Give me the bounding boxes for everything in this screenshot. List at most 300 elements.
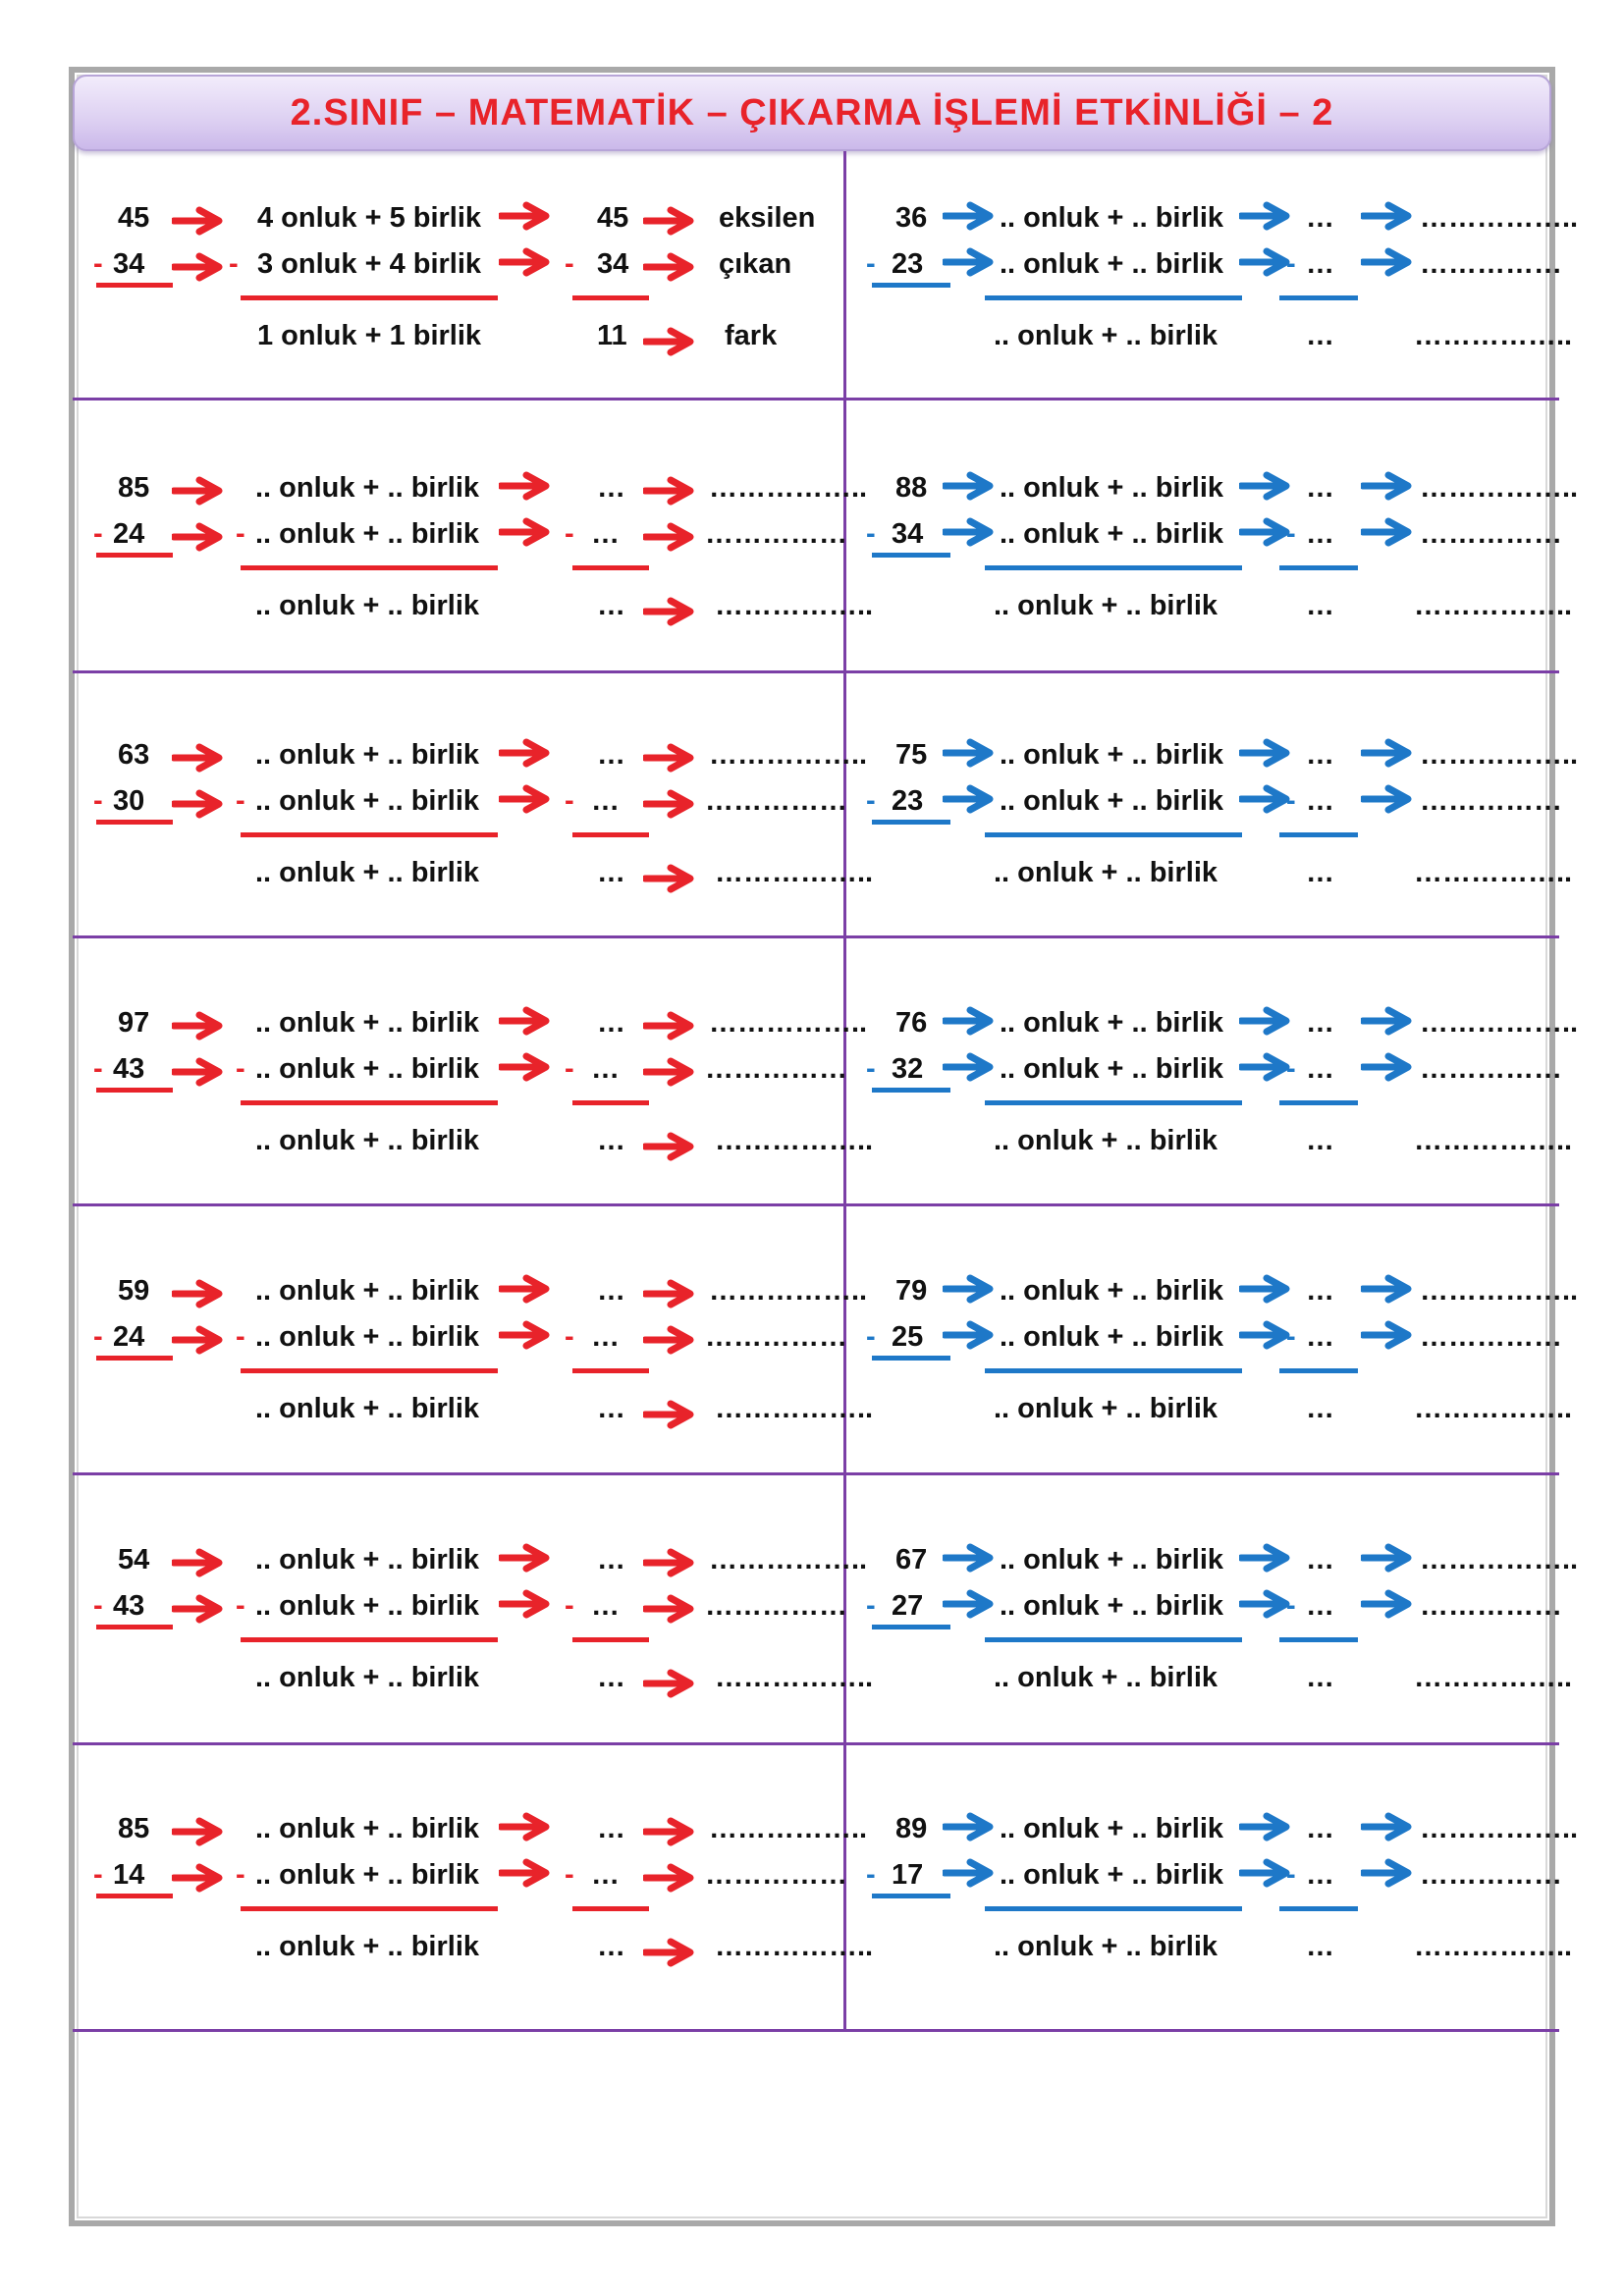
arrow-right-icon — [943, 471, 998, 501]
decomposition-underline — [241, 1100, 498, 1105]
subtrahend: 43 — [113, 1590, 145, 1622]
minus-sign: - — [236, 1590, 245, 1622]
minuend: 45 — [118, 202, 150, 234]
decomposition-result: 1 onluk + 1 birlik — [257, 320, 482, 351]
decomposition-blank: .. onluk + .. birlik — [1000, 1007, 1224, 1039]
minus-sign: - — [236, 1053, 245, 1085]
minuend: 97 — [118, 1007, 150, 1039]
column-underline — [1279, 295, 1358, 300]
column-underline — [1279, 1368, 1358, 1373]
answer-blank: …………… — [1420, 1321, 1562, 1353]
arrow-right-icon — [499, 1274, 554, 1304]
arrow-right-icon — [1361, 471, 1416, 501]
column-blank: … — [1306, 785, 1334, 817]
subtrahend: 25 — [892, 1321, 924, 1353]
answer-blank: …………….. — [1420, 739, 1579, 771]
answer-blank: …………….. — [715, 857, 874, 888]
arrow-right-icon — [172, 206, 227, 236]
minus-sign: - — [1286, 518, 1296, 550]
minus-sign: - — [866, 1053, 876, 1085]
arrow-right-icon — [643, 1938, 698, 1967]
column-blank: … — [597, 1813, 625, 1844]
arrow-right-icon — [943, 1543, 998, 1573]
minus-sign: - — [93, 1053, 103, 1085]
decomposition-underline — [241, 1637, 498, 1642]
decomposition: 4 onluk + 5 birlik — [257, 202, 482, 234]
decomposition-blank: .. onluk + .. birlik — [255, 739, 480, 771]
arrow-right-icon — [499, 1858, 554, 1888]
minus-sign: - — [1286, 1590, 1296, 1622]
arrow-right-icon — [172, 522, 227, 552]
number-underline — [96, 1894, 173, 1898]
decomposition-underline — [985, 832, 1242, 837]
row-divider — [73, 670, 1559, 673]
decomposition-blank: .. onluk + .. birlik — [1000, 785, 1224, 817]
column-blank: … — [597, 857, 625, 888]
number-underline — [96, 1088, 173, 1093]
minuend: 88 — [895, 472, 928, 504]
difference: 11 — [597, 320, 627, 351]
column-divider — [843, 151, 846, 2032]
arrow-right-icon — [172, 1594, 227, 1624]
minuend: 79 — [895, 1275, 928, 1307]
row-divider — [73, 1742, 1559, 1745]
minus-sign: - — [866, 248, 876, 280]
arrow-right-icon — [1361, 1274, 1416, 1304]
arrow-right-icon — [172, 1863, 227, 1893]
minus-sign: - — [1286, 1053, 1296, 1085]
minuend: 54 — [118, 1544, 150, 1575]
decomposition-blank: .. onluk + .. birlik — [1000, 1275, 1224, 1307]
answer-blank: …………….. — [709, 739, 868, 771]
minus-sign: - — [565, 1859, 574, 1891]
column-underline — [572, 832, 649, 837]
minus-sign: - — [866, 785, 876, 817]
column-blank: … — [597, 1544, 625, 1575]
arrow-right-icon — [643, 1669, 698, 1698]
minus-sign: - — [236, 518, 245, 550]
arrow-right-icon — [172, 476, 227, 506]
answer-blank: …………….. — [709, 1544, 868, 1575]
arrow-right-icon — [643, 1132, 698, 1161]
arrow-right-icon — [643, 252, 698, 282]
minus-sign: - — [93, 1590, 103, 1622]
minuend: 67 — [895, 1544, 928, 1575]
column-blank: … — [1306, 202, 1334, 234]
decomposition-blank: .. onluk + .. birlik — [255, 785, 480, 817]
row-divider — [73, 1472, 1559, 1475]
minus-sign: - — [93, 248, 103, 280]
decomposition-blank: .. onluk + .. birlik — [255, 1321, 480, 1353]
column-blank: … — [1306, 1125, 1334, 1156]
arrow-right-icon — [1361, 1812, 1416, 1842]
minus-sign: - — [236, 1859, 245, 1891]
decomposition-blank: .. onluk + .. birlik — [1000, 472, 1224, 504]
minus-sign: - — [93, 1859, 103, 1891]
column-blank: … — [1306, 1931, 1334, 1962]
decomposition-result-blank: .. onluk + .. birlik — [994, 320, 1218, 351]
page-title: 2.SINIF – MATEMATİK – ÇIKARMA İŞLEMİ ETKİNLİĞİ – 2 — [290, 91, 1334, 133]
number-underline — [872, 1894, 950, 1898]
column-underline — [1279, 1100, 1358, 1105]
number-underline — [96, 1625, 173, 1629]
row-divider — [73, 2029, 1559, 2032]
decomposition-blank: .. onluk + .. birlik — [1000, 1590, 1224, 1622]
arrow-right-icon — [943, 1006, 998, 1036]
decomposition-result-blank: .. onluk + .. birlik — [255, 1393, 480, 1424]
answer-blank: …………… — [705, 1859, 847, 1891]
answer-blank: …………… — [1420, 1590, 1562, 1622]
column-blank: … — [597, 472, 625, 504]
answer-blank: …………….. — [1414, 1931, 1573, 1962]
number-underline — [96, 553, 173, 558]
answer-blank: …………… — [705, 785, 847, 817]
arrow-right-icon — [643, 206, 698, 236]
minus-sign: - — [93, 785, 103, 817]
minus-sign: - — [565, 1053, 574, 1085]
answer-blank: …………… — [1420, 785, 1562, 817]
decomposition-blank: .. onluk + .. birlik — [255, 1859, 480, 1891]
arrow-right-icon — [643, 1863, 698, 1893]
label-fark: fark — [725, 320, 778, 351]
arrow-right-icon — [943, 201, 998, 231]
column-blank: … — [1306, 1275, 1334, 1307]
title-banner — [73, 75, 1551, 151]
arrow-right-icon — [172, 1279, 227, 1308]
arrow-right-icon — [499, 471, 554, 501]
arrow-right-icon — [1239, 1543, 1294, 1573]
column-blank: … — [591, 1859, 620, 1891]
answer-blank: …………….. — [1420, 1275, 1579, 1307]
column-blank: … — [1306, 248, 1334, 280]
arrow-right-icon — [1361, 1589, 1416, 1619]
answer-blank: …………….. — [709, 1813, 868, 1844]
answer-blank: …………….. — [715, 1393, 874, 1424]
minus-sign: - — [1286, 1321, 1296, 1353]
column-blank: … — [597, 590, 625, 621]
minuend: 85 — [118, 472, 150, 504]
decomposition-underline — [241, 565, 498, 570]
column-blank: … — [591, 518, 620, 550]
answer-blank: …………….. — [1414, 857, 1573, 888]
arrow-right-icon — [643, 864, 698, 893]
arrow-right-icon — [643, 743, 698, 773]
minus-sign: - — [236, 785, 245, 817]
decomposition-blank: .. onluk + .. birlik — [255, 1544, 480, 1575]
answer-blank: …………… — [1420, 1859, 1562, 1891]
decomposition-underline — [241, 295, 498, 300]
subtrahend: 30 — [113, 785, 145, 817]
minus-sign: - — [1286, 1859, 1296, 1891]
decomposition-result-blank: .. onluk + .. birlik — [994, 1662, 1218, 1693]
column-underline — [572, 1906, 649, 1911]
arrow-right-icon — [1361, 201, 1416, 231]
arrow-right-icon — [172, 743, 227, 773]
column-blank: … — [597, 1393, 625, 1424]
arrow-right-icon — [643, 1011, 698, 1041]
answer-blank: …………….. — [709, 1007, 868, 1039]
column-underline — [572, 1100, 649, 1105]
column-blank: … — [1306, 1662, 1334, 1693]
number-underline — [872, 553, 950, 558]
number-underline — [872, 1625, 950, 1629]
arrow-right-icon — [643, 1548, 698, 1577]
arrow-right-icon — [1361, 738, 1416, 768]
number-underline — [872, 1088, 950, 1093]
column-blank: … — [1306, 320, 1334, 351]
column-blank: … — [1306, 1053, 1334, 1085]
arrow-right-icon — [1239, 1274, 1294, 1304]
column-blank: … — [597, 1275, 625, 1307]
column-blank: … — [597, 1931, 625, 1962]
answer-blank: …………….. — [715, 1662, 874, 1693]
minuend: 85 — [118, 1813, 150, 1844]
arrow-right-icon — [1361, 784, 1416, 814]
column-blank: … — [1306, 1590, 1334, 1622]
arrow-right-icon — [172, 789, 227, 819]
arrow-right-icon — [943, 1589, 998, 1619]
arrow-right-icon — [499, 201, 554, 231]
answer-blank: …………….. — [1414, 1125, 1573, 1156]
decomposition-underline — [241, 1368, 498, 1373]
column-blank: … — [591, 1321, 620, 1353]
minus-sign: - — [93, 518, 103, 550]
column-blank: … — [591, 1590, 620, 1622]
subtrahend: 23 — [892, 248, 924, 280]
answer-blank: …………… — [705, 1590, 847, 1622]
arrow-right-icon — [643, 327, 698, 356]
label-eksilen: eksilen — [719, 202, 816, 234]
answer-blank: …………….. — [1420, 1007, 1579, 1039]
subtrahend: 17 — [892, 1859, 924, 1891]
arrow-right-icon — [499, 784, 554, 814]
decomposition-blank: .. onluk + .. birlik — [1000, 1859, 1224, 1891]
arrow-right-icon — [943, 517, 998, 547]
decomposition-underline — [241, 832, 498, 837]
answer-blank: …………… — [705, 1053, 847, 1085]
minuend: 89 — [895, 1813, 928, 1844]
number-underline — [872, 283, 950, 288]
answer-blank: …………….. — [715, 1125, 874, 1156]
answer-blank: …………….. — [709, 472, 868, 504]
column-blank: … — [1306, 590, 1334, 621]
minus-sign: - — [236, 1321, 245, 1353]
decomposition-result-blank: .. onluk + .. birlik — [255, 590, 480, 621]
column-underline — [1279, 1637, 1358, 1642]
decomposition-result-blank: .. onluk + .. birlik — [255, 1662, 480, 1693]
minuend: 63 — [118, 739, 150, 771]
arrow-right-icon — [643, 1594, 698, 1624]
column-blank: … — [591, 785, 620, 817]
column-blank: … — [1306, 518, 1334, 550]
column-blank: … — [597, 1007, 625, 1039]
decomposition-underline — [985, 565, 1242, 570]
decomposition-underline — [985, 295, 1242, 300]
arrow-right-icon — [172, 252, 227, 282]
arrow-right-icon — [643, 476, 698, 506]
decomposition-blank: .. onluk + .. birlik — [1000, 518, 1224, 550]
subtrahend: 24 — [113, 518, 145, 550]
minus-sign: - — [1286, 248, 1296, 280]
arrow-right-icon — [943, 1812, 998, 1842]
answer-blank: …………….. — [1414, 1662, 1573, 1693]
answer-blank: …………….. — [715, 1931, 874, 1962]
minus-sign: - — [565, 1321, 574, 1353]
row-divider — [73, 935, 1559, 938]
arrow-right-icon — [499, 1543, 554, 1573]
subtrahend: 24 — [113, 1321, 145, 1353]
decomposition-underline — [985, 1100, 1242, 1105]
answer-blank: …………… — [1420, 1053, 1562, 1085]
answer-blank: …………….. — [709, 1275, 868, 1307]
arrow-right-icon — [1361, 1320, 1416, 1350]
decomposition-result-blank: .. onluk + .. birlik — [994, 857, 1218, 888]
arrow-right-icon — [499, 1589, 554, 1619]
arrow-right-icon — [643, 1325, 698, 1355]
decomposition-result-blank: .. onluk + .. birlik — [994, 590, 1218, 621]
number-underline — [872, 820, 950, 825]
subtrahend: 14 — [113, 1859, 145, 1891]
arrow-right-icon — [1361, 1052, 1416, 1082]
number-underline — [872, 1356, 950, 1361]
label-cikan: çıkan — [719, 248, 792, 280]
arrow-right-icon — [172, 1817, 227, 1846]
minus-sign: - — [866, 1321, 876, 1353]
arrow-right-icon — [643, 789, 698, 819]
column-blank: … — [597, 739, 625, 771]
decomposition-blank: .. onluk + .. birlik — [1000, 1321, 1224, 1353]
number-underline — [96, 1356, 173, 1361]
decomposition-result-blank: .. onluk + .. birlik — [994, 1393, 1218, 1424]
minuend: 36 — [895, 202, 928, 234]
arrow-right-icon — [499, 1006, 554, 1036]
decomposition-blank: .. onluk + .. birlik — [255, 472, 480, 504]
arrow-right-icon — [643, 1400, 698, 1429]
decomposition-blank: .. onluk + .. birlik — [255, 1053, 480, 1085]
arrow-right-icon — [1361, 247, 1416, 277]
column-blank: … — [597, 1662, 625, 1693]
subtrahend: 43 — [113, 1053, 145, 1085]
answer-blank: …………….. — [1420, 1544, 1579, 1575]
answer-blank: …………….. — [1420, 472, 1579, 504]
minus-sign: - — [565, 518, 574, 550]
minus-sign: - — [866, 1590, 876, 1622]
answer-blank: …………….. — [1420, 202, 1579, 234]
decomposition: 3 onluk + 4 birlik — [257, 248, 482, 280]
arrow-right-icon — [943, 247, 998, 277]
arrow-right-icon — [1239, 1812, 1294, 1842]
subtrahend: 34 — [892, 518, 924, 550]
decomposition-blank: .. onluk + .. birlik — [1000, 739, 1224, 771]
minus-sign: - — [565, 1590, 574, 1622]
column-blank: … — [1306, 1859, 1334, 1891]
column-blank: … — [591, 1053, 620, 1085]
column-blank: … — [1306, 739, 1334, 771]
decomposition-blank: .. onluk + .. birlik — [255, 1007, 480, 1039]
answer-blank: …………… — [1420, 248, 1562, 280]
arrow-right-icon — [172, 1325, 227, 1355]
minus-sign: - — [866, 1859, 876, 1891]
subtrahend: 23 — [892, 785, 924, 817]
arrow-right-icon — [499, 1320, 554, 1350]
arrow-right-icon — [643, 1057, 698, 1087]
answer-blank: …………….. — [1420, 1813, 1579, 1844]
answer-blank: …………….. — [1414, 590, 1573, 621]
arrow-right-icon — [943, 1858, 998, 1888]
column-underline — [572, 295, 649, 300]
answer-blank: …………… — [705, 1321, 847, 1353]
minus-sign: - — [229, 248, 239, 280]
arrow-right-icon — [1361, 517, 1416, 547]
column-underline — [572, 565, 649, 570]
decomposition-result-blank: .. onluk + .. birlik — [994, 1125, 1218, 1156]
column-underline — [1279, 1906, 1358, 1911]
arrow-right-icon — [1361, 1006, 1416, 1036]
decomposition-result-blank: .. onluk + .. birlik — [255, 1125, 480, 1156]
arrow-right-icon — [943, 1274, 998, 1304]
column-minuend: 45 — [597, 202, 629, 234]
minus-sign: - — [93, 1321, 103, 1353]
decomposition-result-blank: .. onluk + .. birlik — [255, 857, 480, 888]
column-underline — [572, 1368, 649, 1373]
decomposition-underline — [241, 1906, 498, 1911]
decomposition-blank: .. onluk + .. birlik — [1000, 1813, 1224, 1844]
decomposition-result-blank: .. onluk + .. birlik — [255, 1931, 480, 1962]
column-blank: … — [1306, 1813, 1334, 1844]
decomposition-blank: .. onluk + .. birlik — [255, 518, 480, 550]
decomposition-underline — [985, 1368, 1242, 1373]
arrow-right-icon — [1239, 471, 1294, 501]
decomposition-blank: .. onluk + .. birlik — [1000, 248, 1224, 280]
subtrahend: 34 — [113, 248, 145, 280]
arrow-right-icon — [1361, 1543, 1416, 1573]
number-underline — [96, 820, 173, 825]
answer-blank: …………….. — [1414, 320, 1573, 351]
decomposition-blank: .. onluk + .. birlik — [255, 1813, 480, 1844]
row-divider — [73, 398, 1559, 400]
arrow-right-icon — [1239, 738, 1294, 768]
arrow-right-icon — [943, 784, 998, 814]
decomposition-blank: .. onluk + .. birlik — [1000, 1544, 1224, 1575]
minus-sign: - — [866, 518, 876, 550]
arrow-right-icon — [643, 1817, 698, 1846]
arrow-right-icon — [1361, 1858, 1416, 1888]
minuend: 59 — [118, 1275, 150, 1307]
arrow-right-icon — [1239, 201, 1294, 231]
minus-sign: - — [1286, 785, 1296, 817]
column-blank: … — [597, 1125, 625, 1156]
arrow-right-icon — [943, 1320, 998, 1350]
decomposition-blank: .. onluk + .. birlik — [255, 1590, 480, 1622]
decomposition-blank: .. onluk + .. birlik — [1000, 1053, 1224, 1085]
arrow-right-icon — [643, 522, 698, 552]
arrow-right-icon — [499, 247, 554, 277]
arrow-right-icon — [499, 1052, 554, 1082]
column-blank: … — [1306, 1544, 1334, 1575]
arrow-right-icon — [643, 1279, 698, 1308]
arrow-right-icon — [643, 597, 698, 626]
minuend: 76 — [895, 1007, 928, 1039]
answer-blank: …………….. — [715, 590, 874, 621]
arrow-right-icon — [172, 1057, 227, 1087]
arrow-right-icon — [172, 1548, 227, 1577]
row-divider — [73, 1203, 1559, 1206]
column-blank: … — [1306, 1007, 1334, 1039]
subtrahend: 32 — [892, 1053, 924, 1085]
answer-blank: …………….. — [1414, 1393, 1573, 1424]
minus-sign: - — [565, 248, 574, 280]
answer-blank: …………… — [705, 518, 847, 550]
